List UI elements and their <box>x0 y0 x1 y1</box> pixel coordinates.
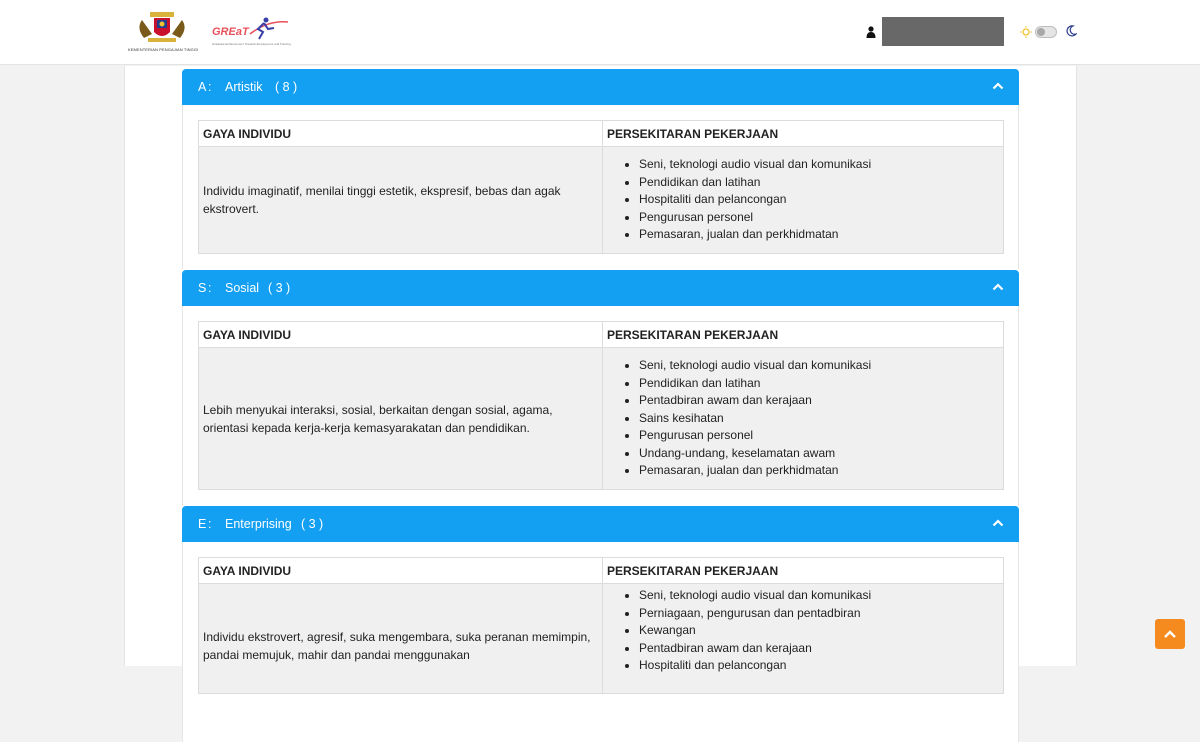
individual-style-text: Individu ekstrovert, agresif, suka mengembara, suka peranan memimpin, pandai memujuk, mahir dan pandai menggunakan <box>199 584 603 694</box>
header-persekitaran-pekerjaan: PERSEKITARAN PEKERJAAN <box>603 558 1004 584</box>
environment-list <box>607 357 999 480</box>
section-name: Artistik <box>225 80 263 94</box>
list-item: • Pentadbiran awam dan kerajaan <box>639 392 999 410</box>
section-code: E <box>198 517 207 531</box>
personality-table <box>198 321 1004 490</box>
section-colon: : <box>208 281 212 295</box>
list-item: • Hospitaliti dan pelancongan <box>639 657 999 675</box>
section-code: S <box>198 281 207 295</box>
user-icon[interactable] <box>866 26 876 38</box>
ministry-logo-text: KEMENTERIAN PENGAJIAN TINGGI <box>128 47 199 52</box>
chevron-up-icon[interactable] <box>992 81 1004 91</box>
list-item: • Pendidikan dan latihan <box>639 375 999 393</box>
individual-style-text: Lebih menyukai interaksi, sosial, berkaitan dengan sosial, agama, orientasi kepada kerja-kerja kemasyarakatan dan pendidikan. <box>199 348 603 490</box>
list-item: • Undang-undang, keselamatan awam <box>639 445 999 463</box>
list-item: • Seni, teknologi audio visual dan komunikasi <box>639 587 999 605</box>
section-name: Sosial <box>225 281 260 295</box>
list-item: • Pendidikan dan latihan <box>639 174 999 192</box>
list-item: • Seni, teknologi audio visual dan komunikasi <box>639 156 999 174</box>
individual-style-text: Individu imaginatif, menilai tinggi estetik, ekspresif, bebas dan agak ekstrovert. <box>199 147 603 254</box>
section-header-artistik[interactable] <box>182 69 1019 105</box>
top-bar <box>0 0 1200 65</box>
personality-table <box>198 120 1004 254</box>
section-count: ( 3 ) <box>268 281 291 295</box>
list-item: • Hospitaliti dan pelancongan <box>639 191 999 209</box>
coat-of-arms-icon <box>128 10 196 46</box>
list-item: • Seni, teknologi audio visual dan komunikasi <box>639 357 999 375</box>
chevron-up-icon <box>1163 628 1177 640</box>
work-environment-cell <box>603 147 1004 254</box>
header-persekitaran-pekerjaan: PERSEKITARAN PEKERJAAN <box>603 121 1004 147</box>
section-header-sosial[interactable] <box>182 270 1019 306</box>
user-name-redacted[interactable] <box>882 17 1004 46</box>
great-logo[interactable] <box>210 14 290 50</box>
header-gaya-individu: GAYA INDIVIDU <box>199 121 603 147</box>
runner-icon <box>210 14 290 44</box>
chevron-up-icon[interactable] <box>992 282 1004 292</box>
section-artistik <box>182 69 1019 269</box>
list-item: • Pentadbiran awam dan kerajaan <box>639 640 999 658</box>
section-body-sosial <box>182 306 1019 506</box>
list-item: • Pengurusan personel <box>639 209 999 227</box>
section-colon: : <box>208 80 212 94</box>
theme-toggle[interactable] <box>1035 26 1057 38</box>
great-logo-tagline: Graduate Enhancement Towards Employment and Training <box>212 42 291 46</box>
section-header-enterprising[interactable] <box>182 506 1019 542</box>
theme-toggle-knob <box>1037 28 1045 36</box>
list-item: • Perniagaan, pengurusan dan pentadbiran <box>639 605 999 623</box>
work-environment-cell <box>603 348 1004 490</box>
ministry-logo[interactable] <box>128 10 199 55</box>
moon-icon <box>1065 25 1077 37</box>
header-persekitaran-pekerjaan: PERSEKITARAN PEKERJAAN <box>603 322 1004 348</box>
header-gaya-individu: GAYA INDIVIDU <box>199 322 603 348</box>
environment-list <box>607 156 999 244</box>
section-count: ( 3 ) <box>301 517 324 531</box>
section-count: ( 8 ) <box>275 80 298 94</box>
section-name: Enterprising <box>225 517 292 531</box>
sun-icon <box>1020 26 1032 38</box>
list-item: • Kewangan <box>639 622 999 640</box>
list-item: • Pemasaran, jualan dan perkhidmatan <box>639 226 999 244</box>
scroll-to-top-button[interactable] <box>1155 619 1185 649</box>
list-item: • Pemasaran, jualan dan perkhidmatan <box>639 462 999 480</box>
chevron-up-icon[interactable] <box>992 518 1004 528</box>
list-item: • Pengurusan personel <box>639 427 999 445</box>
work-environment-cell <box>603 584 1004 694</box>
list-item: • Sains kesihatan <box>639 410 999 428</box>
great-logo-text: GREaT <box>212 26 249 38</box>
section-sosial <box>182 270 1019 506</box>
environment-list <box>607 587 999 675</box>
section-enterprising <box>182 506 1019 742</box>
main-content <box>124 66 1077 673</box>
section-colon: : <box>208 517 212 531</box>
header-gaya-individu: GAYA INDIVIDU <box>199 558 603 584</box>
section-code: A <box>198 80 207 94</box>
personality-table <box>198 557 1004 694</box>
section-body-enterprising <box>182 542 1019 742</box>
section-body-artistik <box>182 105 1019 269</box>
